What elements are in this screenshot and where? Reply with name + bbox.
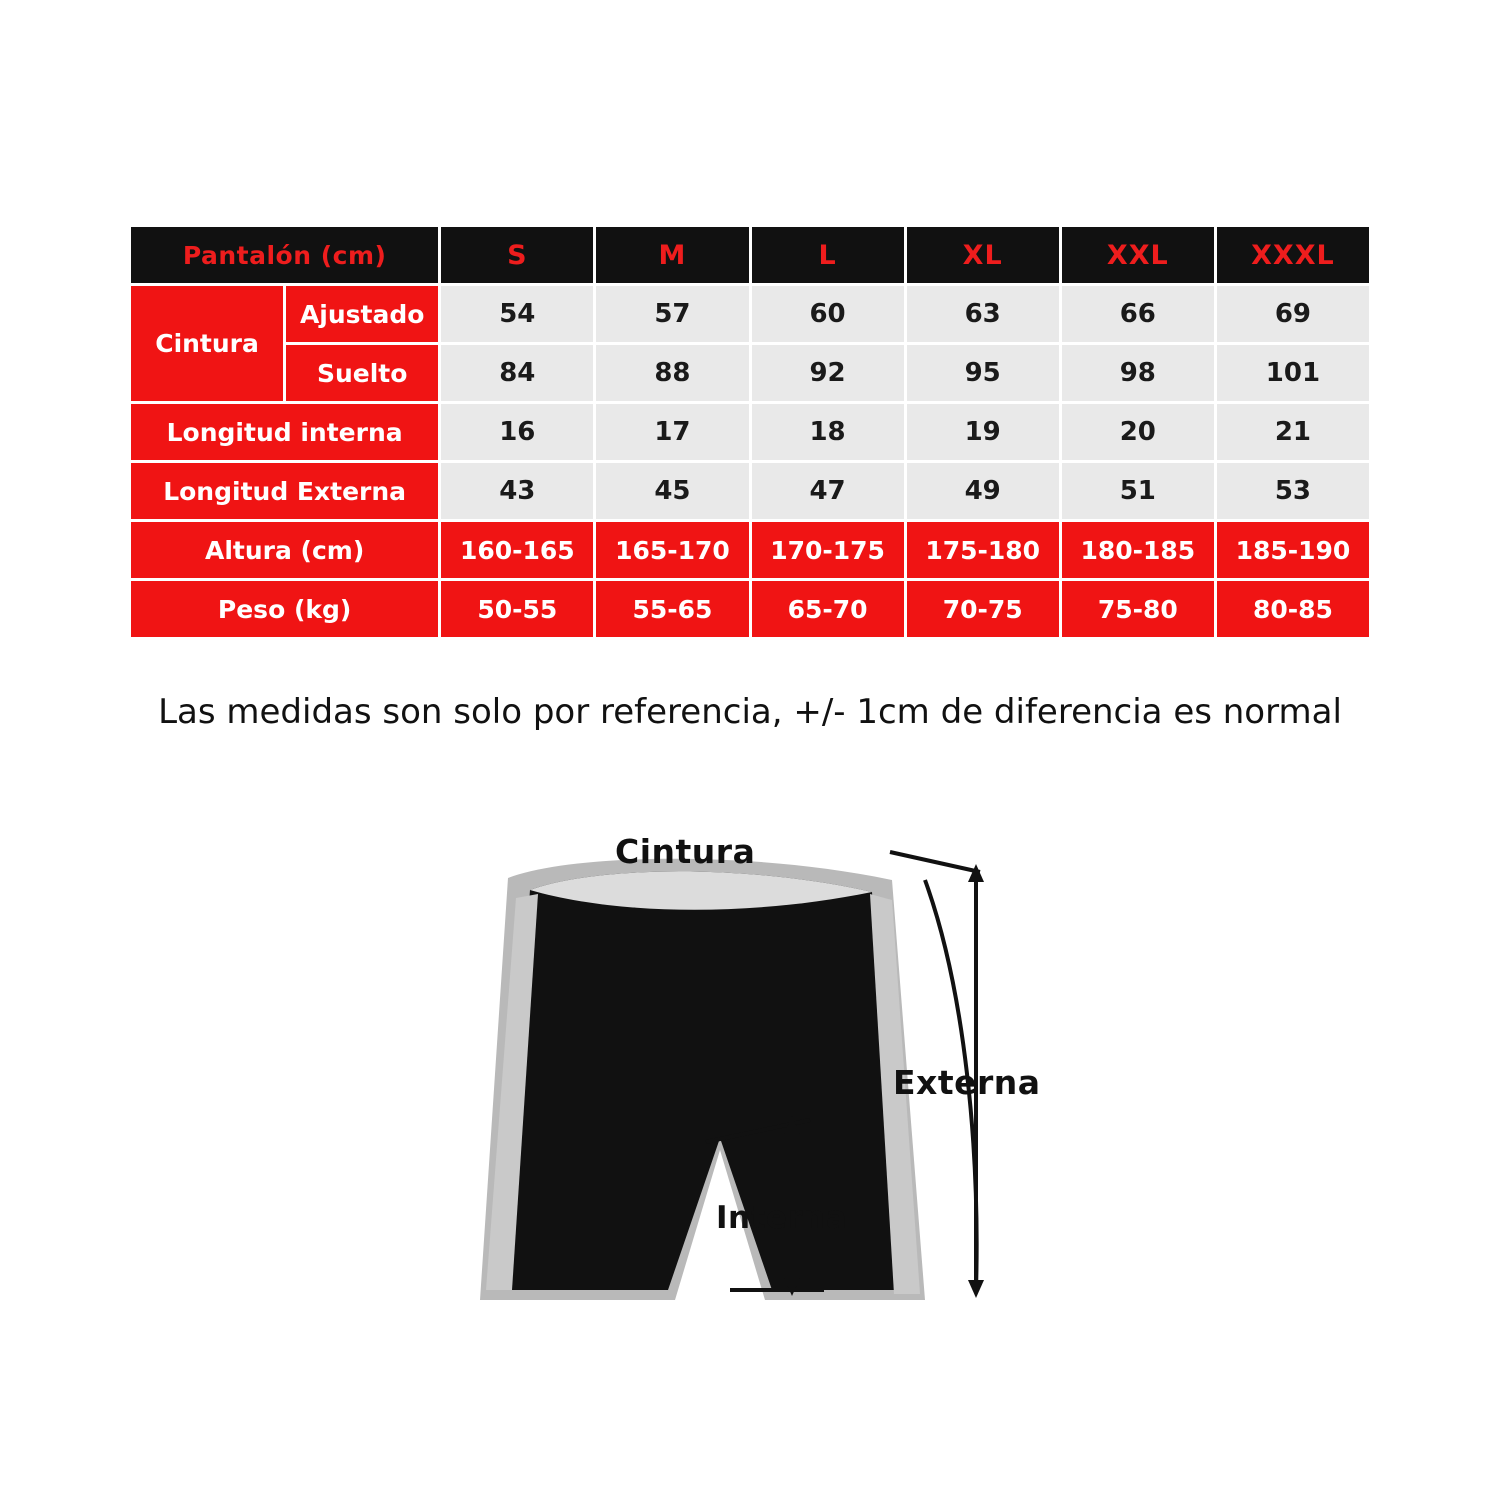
diagram-label-externa: Externa bbox=[893, 1063, 1041, 1102]
cell-peso-xxl: 75-80 bbox=[1062, 581, 1214, 637]
cell-longitud-externa-s: 43 bbox=[441, 463, 593, 519]
cell-peso-s: 50-55 bbox=[441, 581, 593, 637]
cell-longitud-interna-s: 16 bbox=[441, 404, 593, 460]
header-size-xxxl: XXXL bbox=[1217, 227, 1369, 283]
cell-longitud-interna-xl: 19 bbox=[907, 404, 1059, 460]
cell-altura-xxxl: 185-190 bbox=[1217, 522, 1369, 578]
header-size-m: M bbox=[596, 227, 748, 283]
row-label-ajustado: Ajustado bbox=[286, 286, 438, 342]
cell-suelto-xxl: 98 bbox=[1062, 345, 1214, 401]
cell-peso-l: 65-70 bbox=[752, 581, 904, 637]
header-row-label: Pantalón (cm) bbox=[131, 227, 438, 283]
row-label-longitud-interna: Longitud interna bbox=[131, 404, 438, 460]
diagram-label-interna: Interna bbox=[716, 1200, 848, 1236]
cell-suelto-s: 84 bbox=[441, 345, 593, 401]
cell-longitud-interna-xxxl: 21 bbox=[1217, 404, 1369, 460]
cell-suelto-xxxl: 101 bbox=[1217, 345, 1369, 401]
table-row bbox=[131, 286, 1369, 342]
cell-suelto-l: 92 bbox=[752, 345, 904, 401]
cell-altura-l: 170-175 bbox=[752, 522, 904, 578]
cell-altura-s: 160-165 bbox=[441, 522, 593, 578]
cell-longitud-interna-m: 17 bbox=[596, 404, 748, 460]
cell-longitud-externa-xl: 49 bbox=[907, 463, 1059, 519]
row-label-peso: Peso (kg) bbox=[131, 581, 438, 637]
cell-ajustado-xxxl: 69 bbox=[1217, 286, 1369, 342]
size-table bbox=[128, 224, 1372, 640]
cell-ajustado-xl: 63 bbox=[907, 286, 1059, 342]
cell-peso-m: 55-65 bbox=[596, 581, 748, 637]
cell-longitud-externa-xxl: 51 bbox=[1062, 463, 1214, 519]
cell-ajustado-xxl: 66 bbox=[1062, 286, 1214, 342]
group-label-cintura: Cintura bbox=[131, 286, 283, 401]
table-row bbox=[131, 522, 1369, 578]
table-row bbox=[131, 463, 1369, 519]
header-size-xl: XL bbox=[907, 227, 1059, 283]
cell-ajustado-m: 57 bbox=[596, 286, 748, 342]
cell-ajustado-s: 54 bbox=[441, 286, 593, 342]
table-row bbox=[131, 404, 1369, 460]
cell-longitud-externa-l: 47 bbox=[752, 463, 904, 519]
table-row bbox=[131, 581, 1369, 637]
header-size-l: L bbox=[752, 227, 904, 283]
cell-ajustado-l: 60 bbox=[752, 286, 904, 342]
cell-altura-m: 165-170 bbox=[596, 522, 748, 578]
cell-peso-xl: 70-75 bbox=[907, 581, 1059, 637]
size-chart-table bbox=[128, 224, 1372, 640]
cell-longitud-interna-xxl: 20 bbox=[1062, 404, 1214, 460]
cell-suelto-m: 88 bbox=[596, 345, 748, 401]
row-label-suelto: Suelto bbox=[286, 345, 438, 401]
header-size-xxl: XXL bbox=[1062, 227, 1214, 283]
cell-longitud-interna-l: 18 bbox=[752, 404, 904, 460]
measurement-note: Las medidas son solo por referencia, +/- 1cm de diferencia es normal bbox=[158, 692, 1342, 732]
row-label-longitud-externa: Longitud Externa bbox=[131, 463, 438, 519]
cell-altura-xl: 175-180 bbox=[907, 522, 1059, 578]
table-row bbox=[131, 345, 1369, 401]
cell-longitud-externa-xxxl: 53 bbox=[1217, 463, 1369, 519]
header-size-s: S bbox=[441, 227, 593, 283]
diagram-label-cintura: Cintura bbox=[615, 832, 756, 871]
cell-suelto-xl: 95 bbox=[907, 345, 1059, 401]
row-label-altura: Altura (cm) bbox=[131, 522, 438, 578]
table-header-row bbox=[131, 227, 1369, 283]
cell-longitud-externa-m: 45 bbox=[596, 463, 748, 519]
cell-peso-xxxl: 80-85 bbox=[1217, 581, 1369, 637]
cell-altura-xxl: 180-185 bbox=[1062, 522, 1214, 578]
